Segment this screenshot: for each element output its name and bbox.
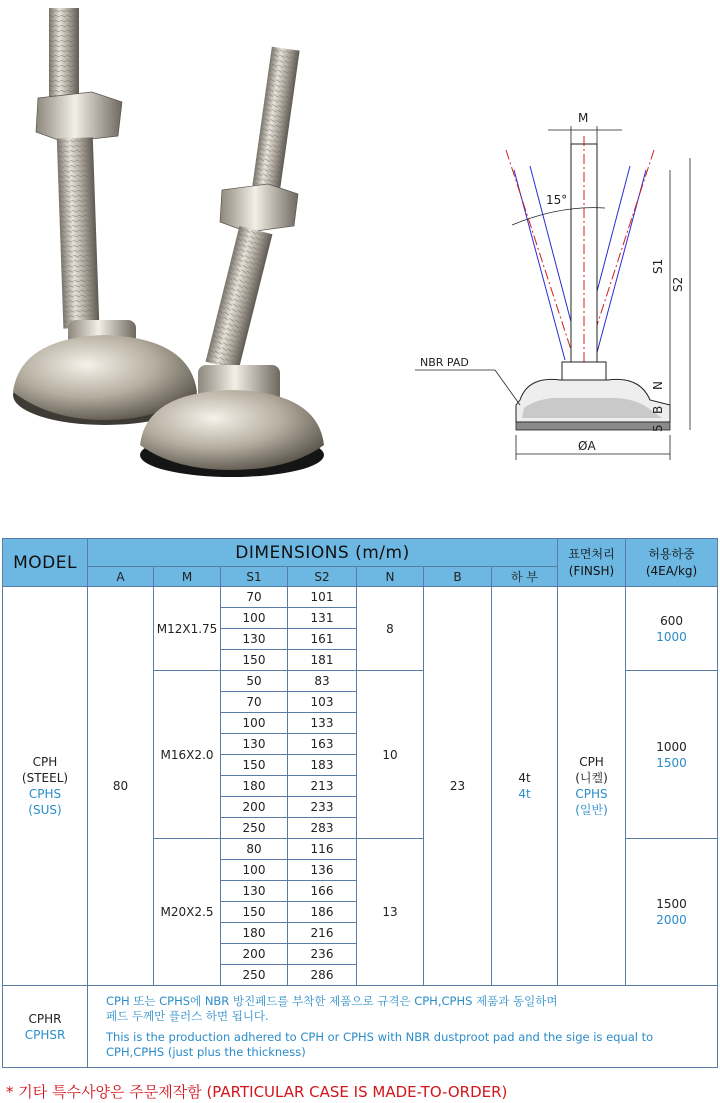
s1-value: 150 [221, 650, 288, 671]
s1-value: 50 [221, 671, 288, 692]
header-finish: 표면처리 (FINSH) [558, 539, 626, 587]
s1-value: 130 [221, 881, 288, 902]
label-angle: 15° [546, 193, 568, 207]
tilted-rod-left-icon [506, 150, 580, 362]
s1-value: 80 [221, 839, 288, 860]
spec-table [2, 538, 718, 1068]
s2-value: 186 [288, 902, 357, 923]
m-value: M20X2.5 [154, 839, 221, 986]
m-value: M16X2.0 [154, 671, 221, 839]
model-cphr-line: CPHSR [24, 1027, 66, 1042]
s1-value: 130 [221, 629, 288, 650]
s1-value: 100 [221, 608, 288, 629]
s2-value: 116 [288, 839, 357, 860]
model-cph-line: CPH [32, 755, 58, 769]
rod-vertical-icon [562, 136, 606, 420]
cphr-note-line: CPH 또는 CPHS에 NBR 방진페드를 부착한 제품으로 규격은 CPH,CPHS 제품과 동일하며 [106, 993, 558, 1008]
s2-value: 233 [288, 797, 357, 818]
label-m: M [578, 111, 589, 125]
b-value: 23 [424, 587, 492, 986]
leveler-left-icon [13, 8, 197, 425]
label-s1: S1 [651, 258, 665, 274]
cphr-note-line: This is the production adhered to CPH or CPHS with NBR dustproot pad and the sige is equal to [106, 1029, 654, 1044]
s2-value: 136 [288, 860, 357, 881]
cphr-note-line: 페드 두께만 플러스 하면 됩니다. [106, 1008, 269, 1023]
s1-value: 100 [221, 860, 288, 881]
s2-value: 166 [288, 881, 357, 902]
s1-value: 250 [221, 818, 288, 839]
s1-value: 250 [221, 965, 288, 986]
s2-value: 161 [288, 629, 357, 650]
model-cph-line: (STEEL) [21, 771, 69, 785]
label-n: N [651, 381, 665, 390]
s1-value: 180 [221, 923, 288, 944]
made-to-order-note: * 기타 특수사양은 주문제작함 (PARTICULAR CASE IS MADE-TO-ORDER) [6, 1083, 508, 1101]
load-value-line: 1500 [656, 755, 687, 770]
finish-value-line: (일반) [575, 803, 608, 817]
col-header: S1 [221, 567, 288, 587]
s2-value: 83 [288, 671, 357, 692]
bottom-value-line: 4t [518, 771, 531, 785]
s1-value: 100 [221, 713, 288, 734]
header-load: 허용하중 (4EA/kg) [626, 539, 718, 587]
s1-value: 180 [221, 776, 288, 797]
s2-value: 163 [288, 734, 357, 755]
label-s2: S2 [671, 276, 685, 292]
s2-value: 101 [288, 587, 357, 608]
col-header: N [357, 567, 424, 587]
s1-value: 70 [221, 587, 288, 608]
model-cph-line: (SUS) [28, 803, 62, 817]
header-dimensions: DIMENSIONS (m/m) [88, 539, 558, 567]
table-row-cphr [3, 986, 718, 1068]
s1-value: 150 [221, 755, 288, 776]
s2-value: 286 [288, 965, 357, 986]
base-icon [516, 379, 670, 430]
s1-value: 70 [221, 692, 288, 713]
s1-value: 130 [221, 734, 288, 755]
s2-value: 131 [288, 608, 357, 629]
n-value: 8 [357, 587, 424, 671]
col-header: A [88, 567, 154, 587]
load-value-line: 2000 [656, 913, 687, 927]
label-five: 5 [651, 424, 665, 432]
col-header: B [424, 567, 492, 587]
finish-value-line: CPH [579, 755, 604, 769]
load-value-line: 1000 [656, 629, 687, 644]
load-value [626, 587, 718, 671]
model-cphr [3, 986, 88, 1068]
s2-value: 236 [288, 944, 357, 965]
col-header: M [154, 567, 221, 587]
label-phi-a: ØA [578, 439, 596, 453]
n-value: 13 [357, 839, 424, 986]
header-model: MODEL [3, 539, 88, 587]
load-value [626, 671, 718, 839]
col-header: 하 부 [492, 567, 558, 587]
load-value-line: 600 [660, 613, 683, 628]
label-nbr-pad: NBR PAD [420, 356, 469, 369]
dimension-drawing [400, 100, 720, 480]
finish-value [558, 587, 626, 986]
s1-value: 150 [221, 902, 288, 923]
s2-value: 181 [288, 650, 357, 671]
load-value-line: 1000 [656, 739, 687, 754]
s2-value: 216 [288, 923, 357, 944]
bottom-value-line: 4t [518, 787, 531, 801]
cphr-note [88, 986, 718, 1068]
s1-value: 200 [221, 797, 288, 818]
load-value [626, 839, 718, 986]
load-value-line: 1500 [656, 897, 687, 911]
a-value: 80 [88, 587, 154, 986]
table-row [3, 587, 718, 608]
m-value: M12X1.75 [154, 587, 221, 671]
s2-value: 213 [288, 776, 357, 797]
cphr-note-line: CPH,CPHS (just plus the thickness) [106, 1044, 306, 1059]
finish-value-line: CPHS [575, 787, 608, 801]
s2-value: 133 [288, 713, 357, 734]
model-cph [3, 587, 88, 986]
label-b: B [651, 405, 665, 414]
model-cphr-line: CPHR [28, 1011, 62, 1026]
s2-value: 103 [288, 692, 357, 713]
s2-value: 183 [288, 755, 357, 776]
bottom-value [492, 587, 558, 986]
n-value: 10 [357, 671, 424, 839]
s1-value: 200 [221, 944, 288, 965]
model-cph-line: CPHS [28, 787, 62, 801]
leveler-right-icon [140, 47, 324, 477]
col-header: S2 [288, 567, 357, 587]
product-photo [0, 0, 360, 500]
s2-value: 283 [288, 818, 357, 839]
finish-value-line: (니켈) [575, 771, 608, 785]
